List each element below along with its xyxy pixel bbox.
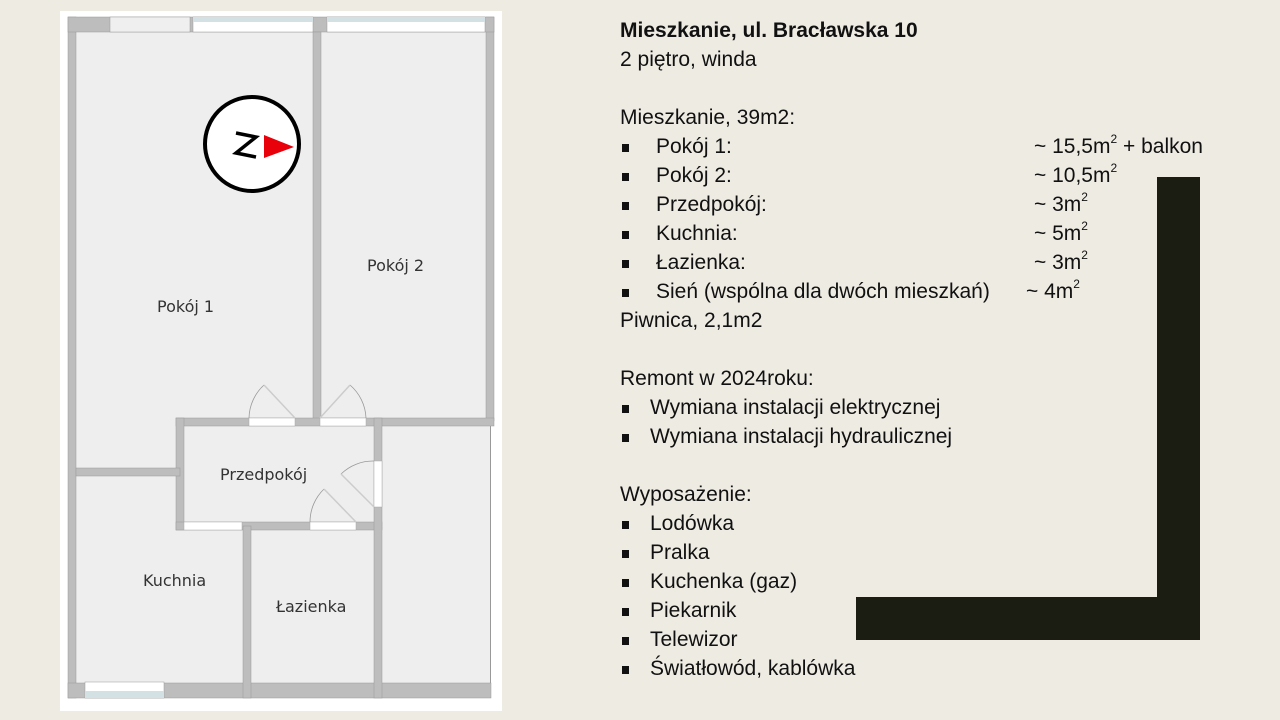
equipment-item: Piekarnik xyxy=(620,596,1240,625)
equipment-item: Pralka xyxy=(620,538,1240,567)
bullet-icon xyxy=(622,260,629,268)
room-label-przedpokoj: Przedpokój xyxy=(220,465,308,484)
bullet-icon xyxy=(622,231,629,239)
bullet-icon xyxy=(622,289,629,297)
area-item: Przedpokój: ~ $3m^2$ xyxy=(620,190,1240,219)
area-item: Pokój 1: ~ $15,5m^2$ + balkon xyxy=(620,132,1240,161)
basement-info: Piwnica, 2,1m2 xyxy=(620,309,763,332)
floor-info: 2 piętro, winda xyxy=(620,48,757,71)
room-label-lazienka: Łazienka xyxy=(276,597,347,616)
apartment-info xyxy=(620,16,1240,683)
renovation-heading: Remont w 2024roku: xyxy=(620,367,814,390)
bullet-icon xyxy=(622,173,629,181)
room-label-pokoj2: Pokój 2 xyxy=(367,256,425,275)
bullet-icon xyxy=(622,579,629,587)
equipment-item: Telewizor xyxy=(620,625,1240,654)
area-heading: Mieszkanie, 39m2: xyxy=(620,106,796,129)
bullet-icon xyxy=(622,202,629,210)
equipment-item: Kuchenka (gaz) xyxy=(620,567,1240,596)
equipment-item: Światłowód, kablówka xyxy=(620,654,1240,683)
renovation-item: Wymiana instalacji hydraulicznej xyxy=(620,422,1240,451)
bullet-icon xyxy=(622,608,629,616)
area-item: Sień (wspólna dla dwóch mieszkań) ~ $4m^2$ xyxy=(620,277,1240,306)
bullet-icon xyxy=(622,550,629,558)
floor-plan xyxy=(60,11,502,711)
area-item: Łazienka: ~ $3m^2$ xyxy=(620,248,1240,277)
area-item: Pokój 2: ~ $10,5m^2$ xyxy=(620,161,1240,190)
room-label-pokoj1: Pokój 1 xyxy=(157,297,215,316)
renovation-item: Wymiana instalacji elektrycznej xyxy=(620,393,1240,422)
bullet-icon xyxy=(622,521,629,529)
area-item: Kuchnia: ~ $5m^2$ xyxy=(620,219,1240,248)
bullet-icon xyxy=(622,434,629,442)
bullet-icon xyxy=(622,405,629,413)
bullet-icon xyxy=(622,666,629,674)
equipment-item: Lodówka xyxy=(620,509,1240,538)
bullet-icon xyxy=(622,144,629,152)
equipment-heading: Wyposażenie: xyxy=(620,483,752,506)
compass-icon xyxy=(205,97,299,191)
bullet-icon xyxy=(622,637,629,645)
room-label-kuchnia: Kuchnia xyxy=(143,571,207,590)
listing-title: Mieszkanie, ul. Bracławska 10 xyxy=(620,19,918,42)
